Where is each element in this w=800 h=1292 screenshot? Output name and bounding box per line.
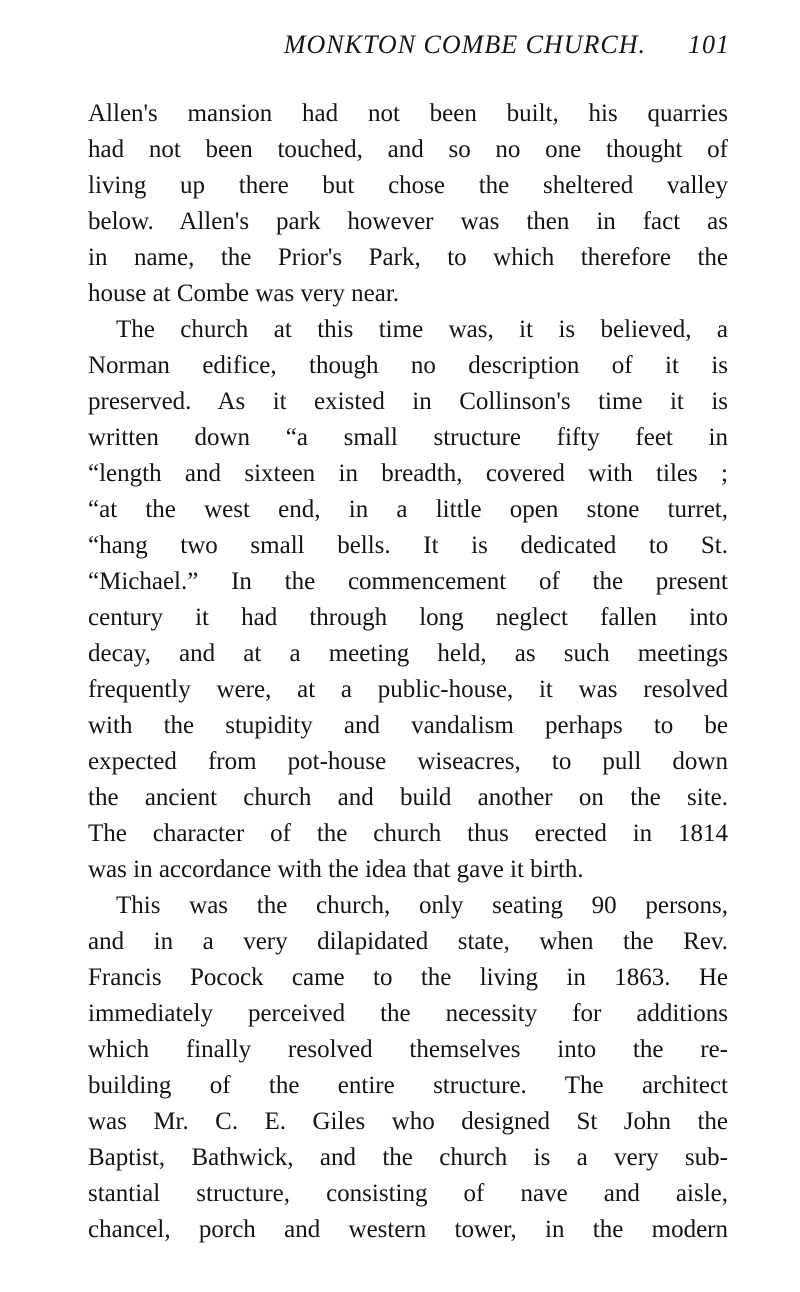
text-line: building of the entire structure. The architect [88, 1072, 728, 1099]
text-line: Baptist, Bathwick, and the church is a very sub- [88, 1144, 728, 1171]
text-line: The character of the church thus erected in 1814 [88, 820, 728, 847]
running-head [90, 30, 730, 70]
text-line: the ancient church and build another on the site. [88, 784, 728, 811]
text-line: was Mr. C. E. Giles who designed St John the [88, 1108, 728, 1135]
body-text [88, 96, 728, 1248]
text-line: stantial structure, consisting of nave and aisle, [88, 1180, 728, 1207]
text-line: “hang two small bells. It is dedicated to St. [88, 532, 728, 559]
text-line: and in a very dilapidated state, when the Rev. [88, 928, 728, 955]
text-line: chancel, porch and western tower, in the modern [88, 1216, 728, 1243]
text-line: decay, and at a meeting held, as such meetings [88, 640, 728, 667]
text-line: written down “a small structure fifty feet in [88, 424, 728, 451]
paragraph [88, 96, 728, 312]
text-line: house at Combe was very near. [88, 280, 400, 307]
text-line: below. Allen's park however was then in fact as [88, 208, 728, 235]
text-line: century it had through long neglect fallen into [88, 604, 728, 631]
text-line: “at the west end, in a little open stone turret, [88, 496, 728, 523]
paragraph [88, 312, 728, 888]
paragraph [88, 888, 728, 1248]
text-line: expected from pot-house wiseacres, to pull down [88, 748, 728, 775]
text-line: with the stupidity and vandalism perhaps to be [88, 712, 728, 739]
text-line: “length and sixteen in breadth, covered with tiles ; [88, 460, 728, 487]
text-line: had not been touched, and so no one thought of [88, 136, 728, 163]
text-line: The church at this time was, it is believed, a [116, 316, 728, 343]
text-line: immediately perceived the necessity for additions [88, 1000, 728, 1027]
text-line: Francis Pocock came to the living in 1863. He [88, 964, 728, 991]
text-line: frequently were, at a public-house, it was resolved [88, 676, 728, 703]
text-line: Norman edifice, though no description of it is [88, 352, 728, 379]
text-line: preserved. As it existed in Collinson's time it is [88, 388, 728, 415]
page-number: 101 [688, 30, 730, 59]
running-title: MONKTON COMBE CHURCH. [283, 30, 646, 59]
text-line: This was the church, only seating 90 persons, [116, 892, 728, 919]
text-line: was in accordance with the idea that gave it birth. [88, 856, 584, 883]
text-line: in name, the Prior's Park, to which therefore the [88, 244, 728, 271]
text-line: Allen's mansion had not been built, his quarries [88, 100, 728, 127]
text-line: which finally resolved themselves into the re- [88, 1036, 728, 1063]
text-line: “Michael.” In the commencement of the present [88, 568, 728, 595]
text-line: living up there but chose the sheltered valley [88, 172, 728, 199]
